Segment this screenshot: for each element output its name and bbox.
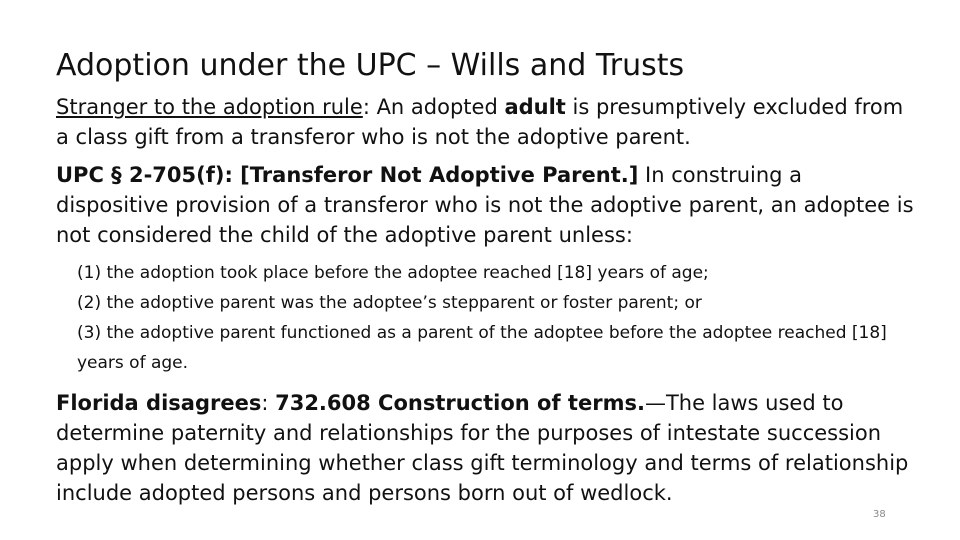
condition-item-2: (2) the adoptive parent was the adoptee’s stepparent or foster parent; or	[77, 293, 702, 313]
upc-section-paragraph	[56, 160, 916, 250]
stranger-rule-label: Stranger to the adoption rule	[56, 95, 363, 119]
condition-item-1: (1) the adoption took place before the adoptee reached [18] years of age;	[77, 263, 709, 283]
slide-number: 38	[873, 509, 886, 520]
florida-colon: :	[261, 391, 276, 415]
upc-section-label: UPC § 2-705(f): [Transferor Not Adoptive Parent.]	[56, 163, 639, 187]
florida-paragraph	[56, 388, 916, 508]
florida-text: —The laws used to determine paternity and relationships for the purposes of intestate succession apply when determining whether class gift terminology and terms of relationship include adopted persons and persons born out of wedlock.	[56, 391, 909, 505]
slide-body	[56, 92, 916, 516]
conditions-list	[77, 258, 916, 378]
upc-section-text: In construing a dispositive provision of a transferor who is not the adoptive parent, an adoptee is not considered the child of the adoptive parent unless:	[56, 163, 914, 247]
stranger-rule-text-a: : An adopted	[362, 95, 505, 119]
slide-title: Adoption under the UPC – Wills and Trusts	[56, 48, 685, 83]
stranger-rule-text-b: is presumptively excluded from a class gift from a transferor who is not the adoptive parent.	[56, 95, 904, 149]
condition-item-3: (3) the adoptive parent functioned as a parent of the adoptee before the adoptee reached [18] years of age.	[77, 323, 887, 373]
florida-label: Florida disagrees	[56, 391, 262, 415]
stranger-rule-paragraph	[56, 92, 916, 152]
stranger-rule-bold-word: adult	[504, 95, 566, 119]
florida-statute: 732.608 Construction of terms.	[275, 391, 645, 415]
